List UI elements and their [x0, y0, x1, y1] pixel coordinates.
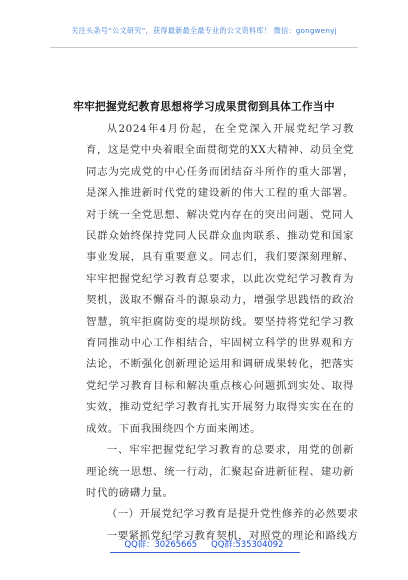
header-banner: 关注头条号“公文研究”，获得最新最全最专业的公文资料库！ 微信：gongwenyj	[71, 26, 337, 35]
header-divider	[50, 47, 358, 48]
footer-underline	[110, 552, 300, 553]
body-paragraph-intro: 从2024年4月份起，在全党深入开展党纪学习教育，这是党中央着眼全面贯彻党的XX大精神、动员全党同志为完成党的中心任务而团结奋斗所作的重大部署，是深入推进新时代党的建设新的伟大工程的重大部署。对于统一全党思想、解决党内存在的突出问题、党同人民群众始终保持党同人民群众血肉联系、推动党和国家事业发展，具有重要意义。同志们，我们要深刻理解、牢牢把握党纪学习教育总要求，以此次党纪学习教育为契机，汲取不懈奋斗的源泉动力，增强学思践悟的政治智慧，筑牢拒腐防变的堤坝防线。要坚持将党纪学习教育同推动中心工作相结合，牢固树立科学的世界观和方法论，不断强化创新理论运用和调研成果转化，把落实党纪学习教育目标和解决重点核心问题抓到实处、取得实效，推动党纪学习教育扎实开展努力取得实实在在的成效。下面我围绕四个方面来阐述。	[86, 123, 354, 435]
section-subheading: （一）开展党纪学习教育是提升党性修养的必然要求	[106, 508, 359, 521]
document-title: 牢牢把握党纪教育思想将学习成果贯彻到具体工作当中	[73, 101, 335, 113]
document-body	[86, 119, 359, 547]
footer-contact	[0, 538, 408, 550]
body-paragraph-tail: 一要紧抓党纪学习教育契机，对照党的理论和路线方	[106, 529, 359, 542]
body-paragraph-section-one: 一、牢牢把握党纪学习教育的总要求，用党的创新理论统一思想、统一行动，汇聚起奋进新征程、建功新时代的磅礴力量。	[86, 444, 354, 499]
footer-qq-group-2: QQ群:535304092	[211, 539, 284, 549]
footer-qq-group-1: QQ群：30265665	[124, 539, 198, 549]
